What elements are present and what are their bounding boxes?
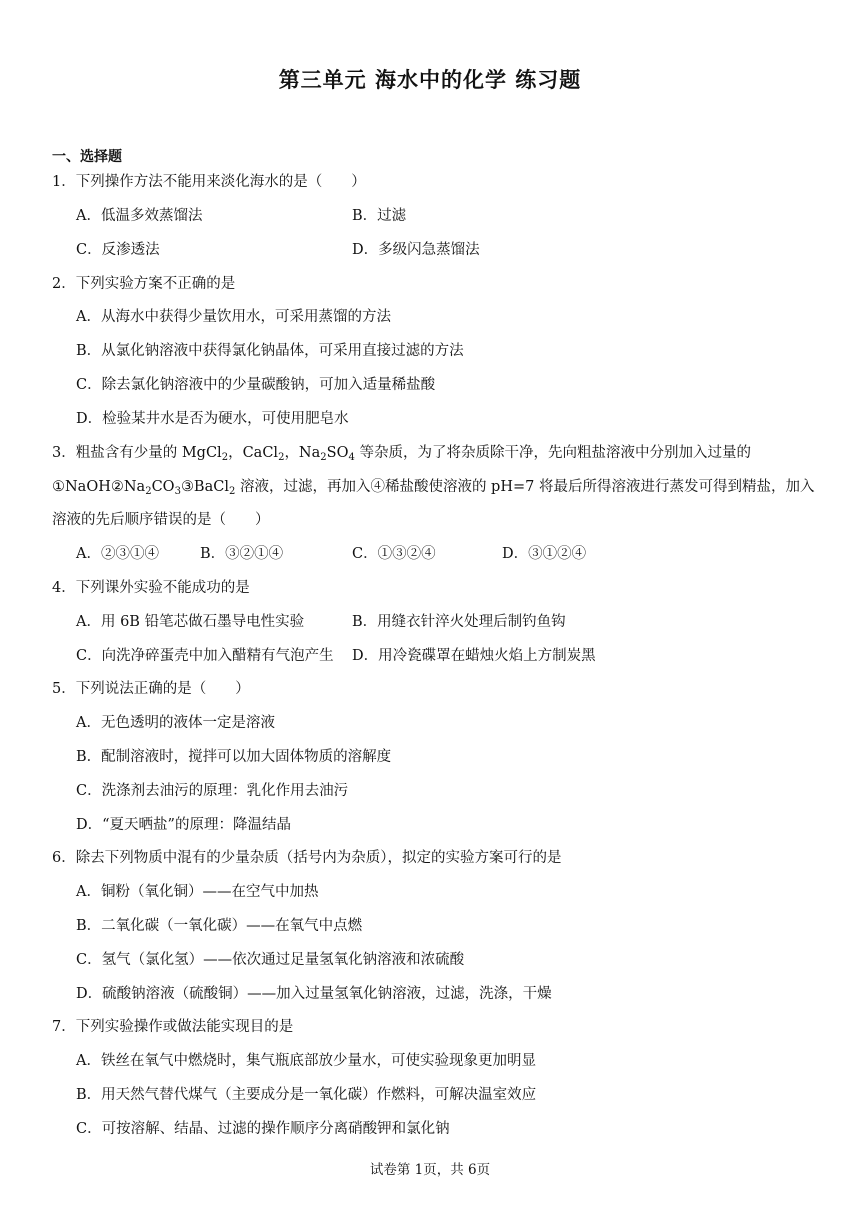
q2-option-c: C．除去氯化钠溶液中的少量碳酸钠，可加入适量稀盐酸 xyxy=(76,377,436,393)
question-3-stem-line-2: $①NaOH②Na_2CO_3③BaCl_2$ 溶液，过滤，再加入④稀盐酸使溶液的 pH=7 将最后所得溶液进行蒸发可得到精盐，加入 xyxy=(52,479,815,497)
question-4-stem: 4．下列课外实验不能成功的是 xyxy=(52,580,250,596)
section-heading: 一、选择题 xyxy=(52,149,122,165)
q6-option-a: A．铜粉（氧化铜）——在空气中加热 xyxy=(76,884,319,900)
q5-option-b: B．配制溶液时，搅拌可以加大固体物质的溶解度 xyxy=(76,749,392,765)
q5-option-a: A．无色透明的液体一定是溶液 xyxy=(76,715,275,731)
q6-option-c: C．氢气（氯化氢）——依次通过足量氢氧化钠溶液和浓硫酸 xyxy=(76,952,465,968)
page-title: 第三单元 海水中的化学 练习题 xyxy=(278,68,582,92)
q1-option-d: D．多级闪急蒸馏法 xyxy=(352,242,480,258)
q4-option-d: D．用冷瓷碟罩在蜡烛火焰上方制炭黑 xyxy=(352,648,596,664)
question-5-stem: 5．下列说法正确的是（ ） xyxy=(52,681,250,697)
q3-option-d: D．③①②④ xyxy=(502,546,587,562)
q7-option-c: C．可按溶解、结晶、过滤的操作顺序分离硝酸钾和氯化钠 xyxy=(76,1121,450,1137)
question-2-stem: 2．下列实验方案不正确的是 xyxy=(52,276,236,292)
question-3-stem: 3．粗盐含有少量的 MgCl$_2$，CaCl$_2$，$Na_2SO_4$ 等杂质，为了将杂质除干净，先向粗盐溶液中分别加入过量的 xyxy=(52,445,751,463)
q4-option-a: A．用 6B 铅笔芯做石墨导电性实验 xyxy=(76,614,305,630)
question-7-stem: 7．下列实验操作或做法能实现目的是 xyxy=(52,1019,294,1035)
q3-option-a: A．②③①④ xyxy=(76,546,159,562)
q5-option-c: C．洗涤剂去油污的原理：乳化作用去油污 xyxy=(76,783,349,799)
q1-option-a: A．低温多效蒸馏法 xyxy=(76,208,203,224)
q5-option-d: D．“夏天晒盐”的原理：降温结晶 xyxy=(76,817,291,833)
q7-option-a: A．铁丝在氧气中燃烧时，集气瓶底部放少量水，可使实验现象更加明显 xyxy=(76,1053,536,1069)
q2-option-d: D．检验某井水是否为硬水，可使用肥皂水 xyxy=(76,411,349,427)
question-6-stem: 6．除去下列物质中混有的少量杂质（括号内为杂质），拟定的实验方案可行的是 xyxy=(52,850,562,866)
q2-option-b: B．从氯化钠溶液中获得氯化钠晶体，可采用直接过滤的方法 xyxy=(76,343,464,359)
q4-option-b: B．用缝衣针淬火处理后制钓鱼钩 xyxy=(352,614,566,630)
q6-option-d: D．硫酸钠溶液（硫酸铜）——加入过量氢氧化钠溶液，过滤，洗涤，干燥 xyxy=(76,986,552,1002)
q7-option-b: B．用天然气替代煤气（主要成分是一氧化碳）作燃料，可解决温室效应 xyxy=(76,1087,537,1103)
q4-option-c: C．向洗净碎蛋壳中加入醋精有气泡产生 xyxy=(76,648,334,664)
question-3-stem-line-3: 溶液的先后顺序错误的是（ ） xyxy=(52,512,270,528)
q1-option-b: B．过滤 xyxy=(352,208,407,224)
q6-option-b: B．二氧化碳（一氧化碳）——在氧气中点燃 xyxy=(76,918,363,934)
page-footer: 试卷第 1页，共 6页 xyxy=(369,1162,491,1178)
q3-option-c: C．①③②④ xyxy=(352,546,436,562)
q3-option-b: B．③②①④ xyxy=(200,546,284,562)
q2-option-a: A．从海水中获得少量饮用水，可采用蒸馏的方法 xyxy=(76,309,391,325)
question-1-stem: 1．下列操作方法不能用来淡化海水的是（ ） xyxy=(52,174,366,190)
q1-option-c: C．反渗透法 xyxy=(76,242,160,258)
